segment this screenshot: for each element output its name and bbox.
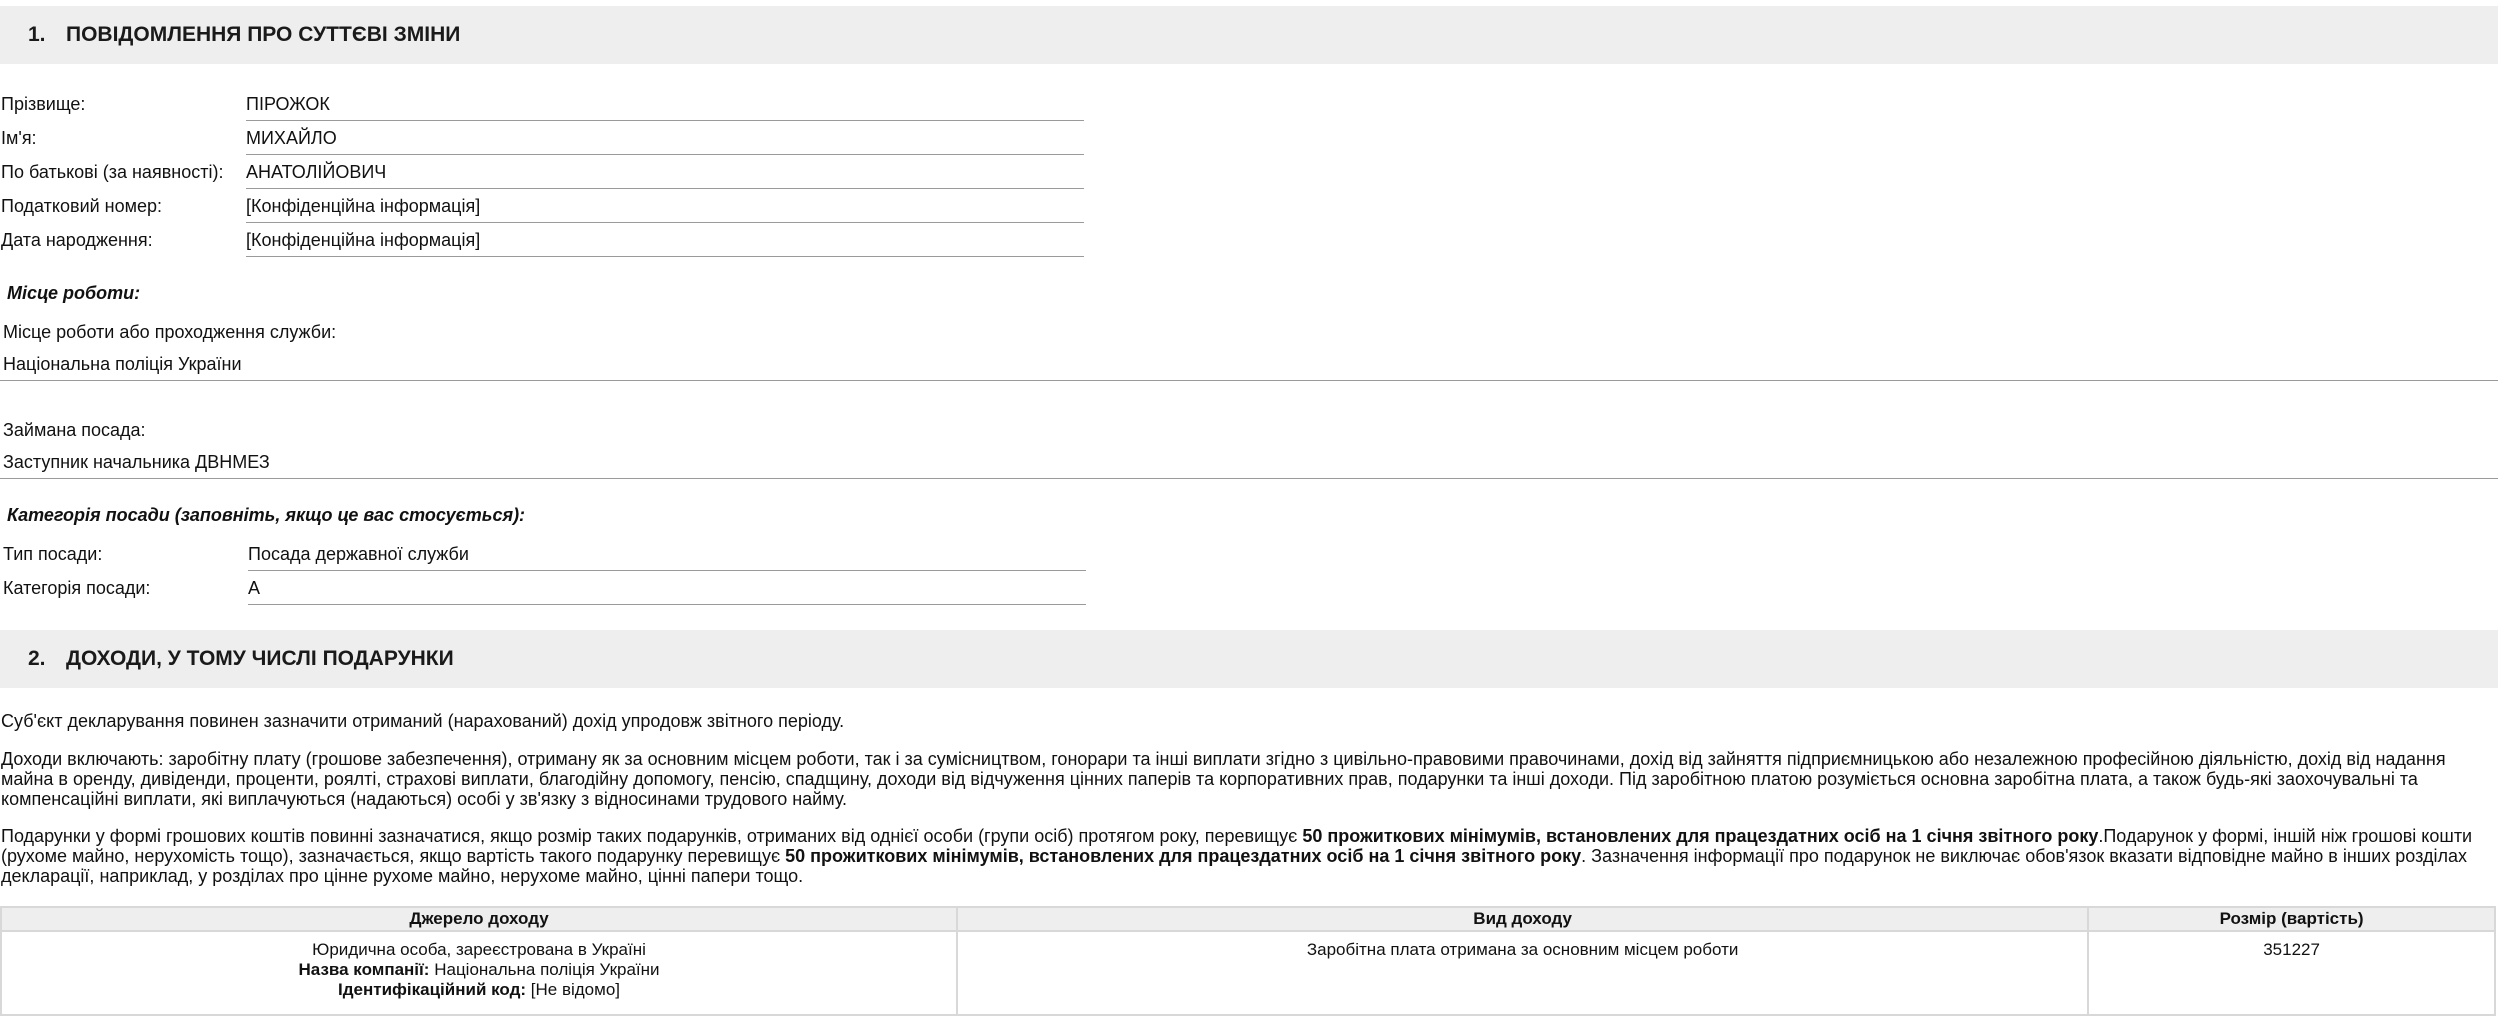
gifts-text-3: . Зазначення інформації про подарунок не виключає обов'язок вказати відповідне майно в інших розділах декларації, наприклад, у розділах про цінне рухоме майно, нерухоме майно, цінні папери тощо. — [1, 846, 2467, 886]
workplace-underline — [0, 380, 2498, 381]
field-label: Прізвище: — [1, 94, 86, 114]
field-value: АНАТОЛІЙОВИЧ — [246, 155, 1084, 189]
income-intro-paragraph: Суб'єкт декларування повинен зазначити отриманий (нарахований) дохід упродовж звітного періоду. — [1, 711, 845, 731]
workplace-value: Національна поліція України — [3, 354, 242, 374]
field-label: По батькові (за наявності): — [1, 162, 224, 182]
cell-kind: Заробітна плата отримана за основним місцем роботи — [957, 931, 2088, 1015]
company-label: Назва компанії: — [298, 960, 430, 979]
column-header-kind: Вид доходу — [957, 907, 2088, 931]
cell-amount: 351227 — [2088, 931, 2495, 1015]
code-label: Ідентифікаційний код: — [338, 980, 527, 999]
field-value: А — [248, 571, 1086, 605]
section-number: 1. — [28, 23, 46, 46]
column-header-source: Джерело доходу — [1, 907, 957, 931]
section-title: ПОВІДОМЛЕННЯ ПРО СУТТЄВІ ЗМІНИ — [66, 23, 461, 46]
table-header-row — [1, 907, 2495, 931]
column-header-amount: Розмір (вартість) — [2088, 907, 2495, 931]
field-label: Дата народження: — [1, 230, 153, 250]
field-label: Ім'я: — [1, 128, 37, 148]
field-value: МИХАЙЛО — [246, 121, 1084, 155]
source-type: Юридична особа, зареєстрована в Україні — [312, 940, 646, 959]
section-title: ДОХОДИ, У ТОМУ ЧИСЛІ ПОДАРУНКИ — [66, 647, 454, 670]
cell-source — [1, 931, 957, 1015]
gifts-threshold-1: 50 прожиткових мінімумів, встановлених для працездатних осіб на 1 січня звітного року — [1302, 826, 2099, 846]
gifts-paragraph — [1, 826, 2491, 886]
category-heading: Категорія посади (заповніть, якщо це вас стосується): — [7, 505, 526, 525]
position-value: Заступник начальника ДВНМЕЗ — [3, 452, 270, 472]
code-value: [Не відомо] — [530, 980, 620, 999]
field-value: [Конфіденційна інформація] — [246, 223, 1084, 257]
field-label: Категорія посади: — [3, 578, 151, 598]
section-1-header — [0, 6, 2498, 64]
gifts-threshold-2: 50 прожиткових мінімумів, встановлених для працездатних осіб на 1 січня звітного року — [785, 846, 1582, 866]
field-label: Тип посади: — [3, 544, 103, 564]
code-line — [6, 980, 952, 1000]
company-line — [6, 960, 952, 980]
field-value: Посада державної служби — [248, 537, 1086, 571]
gifts-text-1: Подарунки у формі грошових коштів повинні зазначатися, якщо розмір таких подарунків, отриманих від однієї особи (групи осіб) протягом року, перевищує — [1, 826, 1303, 846]
company-value: Національна поліція України — [434, 960, 660, 979]
section-2-header — [0, 630, 2498, 688]
field-value: [Конфіденційна інформація] — [246, 189, 1084, 223]
income-table — [0, 906, 2496, 1016]
position-label: Займана посада: — [3, 420, 146, 440]
workplace-heading: Місце роботи: — [7, 283, 141, 303]
workplace-label: Місце роботи або проходження служби: — [3, 322, 337, 342]
table-row — [1, 931, 2495, 1015]
income-definition-paragraph: Доходи включають: заробітну плату (грошове забезпечення), отриману як за основним місцем роботи, так і за сумісництвом, гонорари та інші виплати згідно з цивільно-правовими правочинами, дохід від зайняття підприємницькою або незалежною професійною діяльністю, дохід від надання майна в оренду, дивіденди, проценти, роялті, страхові виплати, благодійну допомогу, пенсію, спадщину, доходи від відчуження цінних паперів та корпоративних прав, подарунки та інші доходи. Під заробітною платою розуміється основна заробітна плата, а також будь-які заохочувальні та компенсаційні виплати, які виплачуються (надаються) особі у зв'язку з відносинами трудового найму. — [1, 749, 2446, 809]
position-underline — [0, 478, 2498, 479]
section-number: 2. — [28, 647, 46, 670]
field-value: ПІРОЖОК — [246, 87, 1084, 121]
gifts-text-2: .Подарунок у формі, іншій ніж грошові кошти (рухоме майно, нерухомість тощо), зазначається, якщо вартість такого подарунку перевищує — [1, 826, 2473, 866]
field-label: Податковий номер: — [1, 196, 163, 216]
